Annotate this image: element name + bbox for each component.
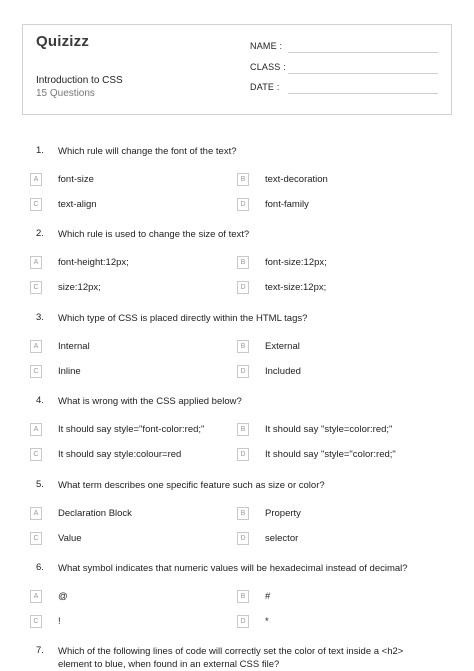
option-text: ! — [58, 616, 61, 627]
option-text: text-align — [58, 199, 97, 210]
option-text: It should say style="font-color:red;" — [58, 424, 205, 435]
option-text: text-decoration — [265, 174, 328, 185]
option-box-c[interactable]: C — [30, 281, 42, 294]
option-box-a[interactable]: A — [30, 173, 42, 186]
option-box-b[interactable]: B — [237, 590, 249, 603]
option-box-b[interactable]: B — [237, 256, 249, 269]
option-text: font-size — [58, 174, 94, 185]
class-label: CLASS : — [250, 62, 286, 72]
option-box-c[interactable]: C — [30, 198, 42, 211]
option-box-d[interactable]: D — [237, 615, 249, 628]
option-box-c[interactable]: C — [30, 448, 42, 461]
option-box-d[interactable]: D — [237, 532, 249, 545]
option-text: font-family — [265, 199, 309, 210]
option-text: Inline — [58, 366, 81, 377]
option-text: * — [265, 616, 269, 627]
option-text: It should say style:colour=red — [58, 449, 182, 460]
option-text: Included — [265, 366, 301, 377]
option-box-d[interactable]: D — [237, 448, 249, 461]
option-text: font-height:12px; — [58, 257, 129, 268]
option-text: @ — [58, 591, 68, 602]
question-number: 3. — [36, 312, 44, 323]
question-number: 4. — [36, 395, 44, 406]
option-box-a[interactable]: A — [30, 340, 42, 353]
name-label: NAME : — [250, 41, 283, 51]
option-text: It should say "style="color:red;" — [265, 449, 396, 460]
option-box-d[interactable]: D — [237, 281, 249, 294]
class-field[interactable] — [288, 73, 438, 74]
worksheet-title: Introduction to CSS — [36, 75, 123, 86]
question-text: Which type of CSS is placed directly within the HTML tags? — [58, 313, 308, 324]
option-text: Value — [58, 533, 82, 544]
option-box-d[interactable]: D — [237, 198, 249, 211]
question-text: What symbol indicates that numeric values will be hexadecimal instead of decimal? — [58, 563, 408, 574]
question-text: What term describes one specific feature such as size or color? — [58, 480, 325, 491]
option-box-a[interactable]: A — [30, 256, 42, 269]
option-text: Property — [265, 508, 301, 519]
question-count: 15 Questions — [36, 88, 95, 99]
option-box-b[interactable]: B — [237, 507, 249, 520]
option-text: Internal — [58, 341, 90, 352]
option-box-c[interactable]: C — [30, 615, 42, 628]
option-box-b[interactable]: B — [237, 173, 249, 186]
question-number: 2. — [36, 228, 44, 239]
question-text: Which rule is used to change the size of text? — [58, 229, 250, 240]
option-box-b[interactable]: B — [237, 423, 249, 436]
option-box-c[interactable]: C — [30, 532, 42, 545]
question-number: 5. — [36, 479, 44, 490]
option-text: Declaration Block — [58, 508, 132, 519]
question-text: Which rule will change the font of the text? — [58, 146, 237, 157]
option-text: size:12px; — [58, 282, 101, 293]
option-text: text-size:12px; — [265, 282, 327, 293]
question-number: 6. — [36, 562, 44, 573]
option-box-a[interactable]: A — [30, 507, 42, 520]
option-text: font-size:12px; — [265, 257, 327, 268]
option-box-c[interactable]: C — [30, 365, 42, 378]
question-number: 7. — [36, 645, 44, 656]
name-field[interactable] — [288, 52, 438, 53]
question-text: Which of the following lines of code will correctly set the color of text inside a <h2> element to blue, when found in an external CSS file? — [58, 646, 404, 670]
option-box-d[interactable]: D — [237, 365, 249, 378]
question-number: 1. — [36, 145, 44, 156]
option-text: # — [265, 591, 271, 602]
option-box-a[interactable]: A — [30, 590, 42, 603]
date-field[interactable] — [288, 93, 438, 94]
option-text: External — [265, 341, 300, 352]
option-box-b[interactable]: B — [237, 340, 249, 353]
question-text: What is wrong with the CSS applied below? — [58, 396, 242, 407]
date-label: DATE : — [250, 82, 280, 92]
quizizz-logo: Quizizz — [36, 33, 90, 50]
option-text: It should say "style=color:red;" — [265, 424, 393, 435]
option-text: selector — [265, 533, 299, 544]
option-box-a[interactable]: A — [30, 423, 42, 436]
